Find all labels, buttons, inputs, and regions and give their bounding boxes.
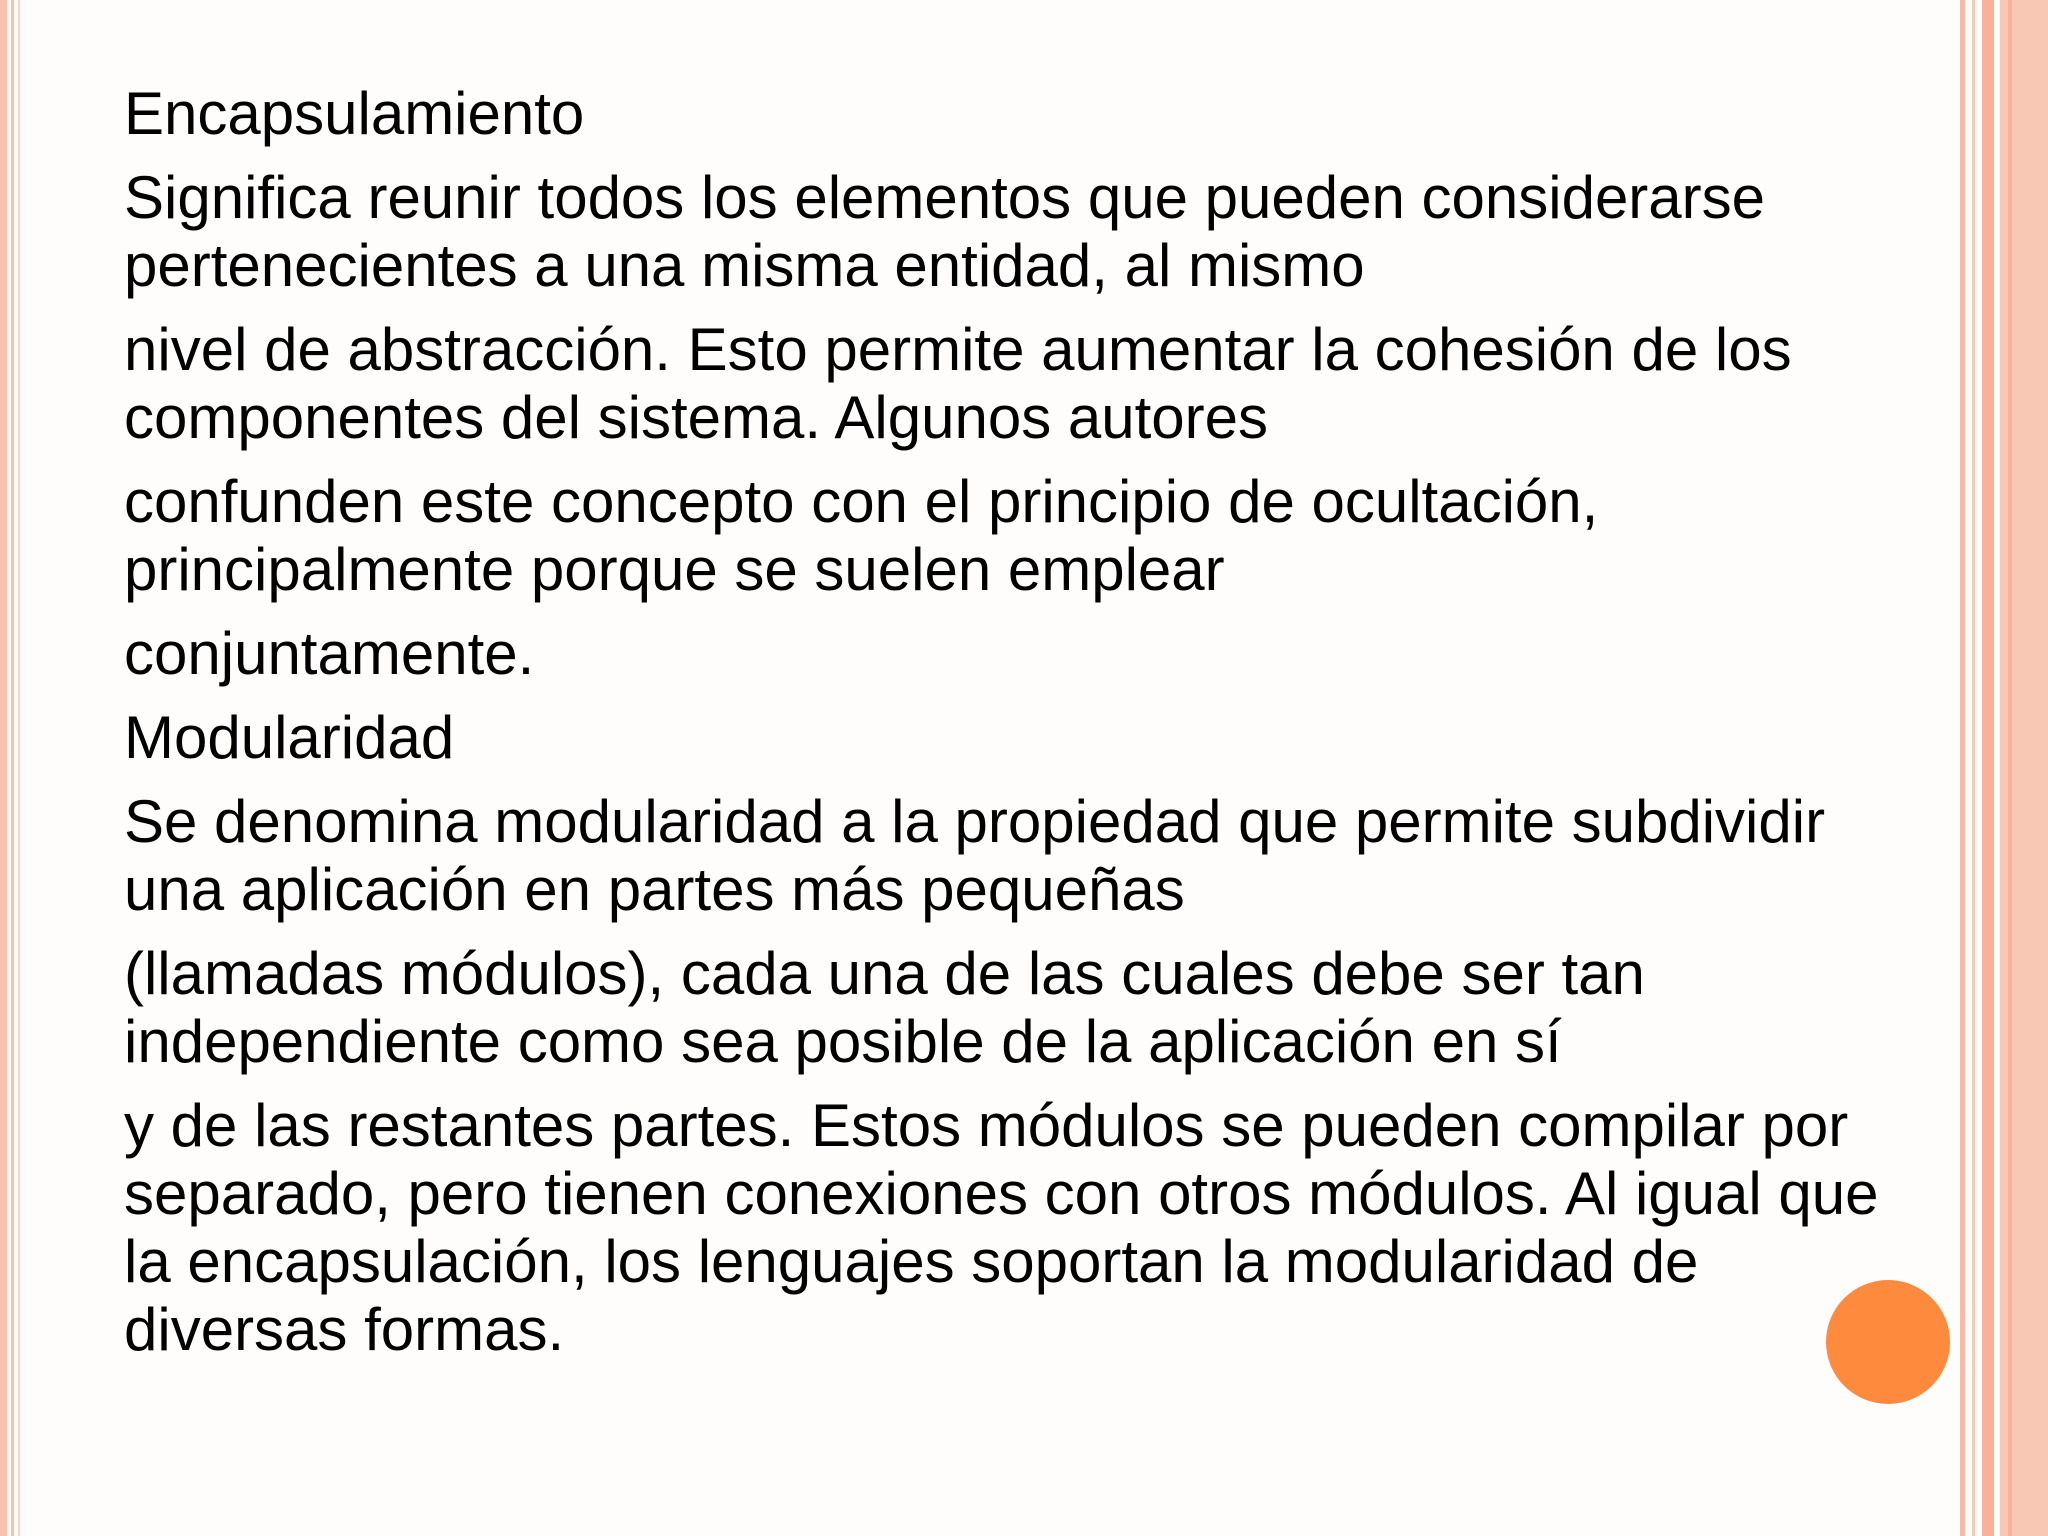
paragraph: Significa reunir todos los elementos que pueden considerarse pertenecientes a una misma entidad, al mismo [124,164,1766,299]
paragraph: nivel de abstracción. Esto permite aumentar la cohesión de los componentes del sistema. Algunos autores [124,316,1792,451]
section-heading-modularidad: Modularidad [124,704,455,771]
section-heading-encapsulamiento: Encapsulamiento [124,80,585,147]
paragraph: Se denomina modularidad a la propiedad que permite subdividir una aplicación en partes más pequeñas [124,788,1826,923]
paragraph: confunden este concepto con el principio de ocultación, principalmente porque se suelen emplear [124,468,1599,603]
right-border-stripe [1960,0,1965,1536]
paragraph: conjuntamente. [124,620,535,687]
right-border-stripe [2008,0,2012,1536]
left-border-stripe [0,0,7,1536]
right-border-stripe [1982,0,1994,1536]
right-border-stripe [1972,0,1975,1536]
paragraph: y de las restantes partes. Estos módulos se pueden compilar por separado, pero tienen conexiones con otros módulos. Al igual que la encapsulación, los lenguajes soportan la modularidad de diversas formas. [124,1092,1879,1363]
slide-body [124,80,1924,1380]
paragraph: (llamadas módulos), cada una de las cuales debe ser tan independiente como sea posible de la aplicación en sí [124,940,1645,1075]
left-border-stripe [18,0,20,1536]
left-border-stripe [11,0,14,1536]
